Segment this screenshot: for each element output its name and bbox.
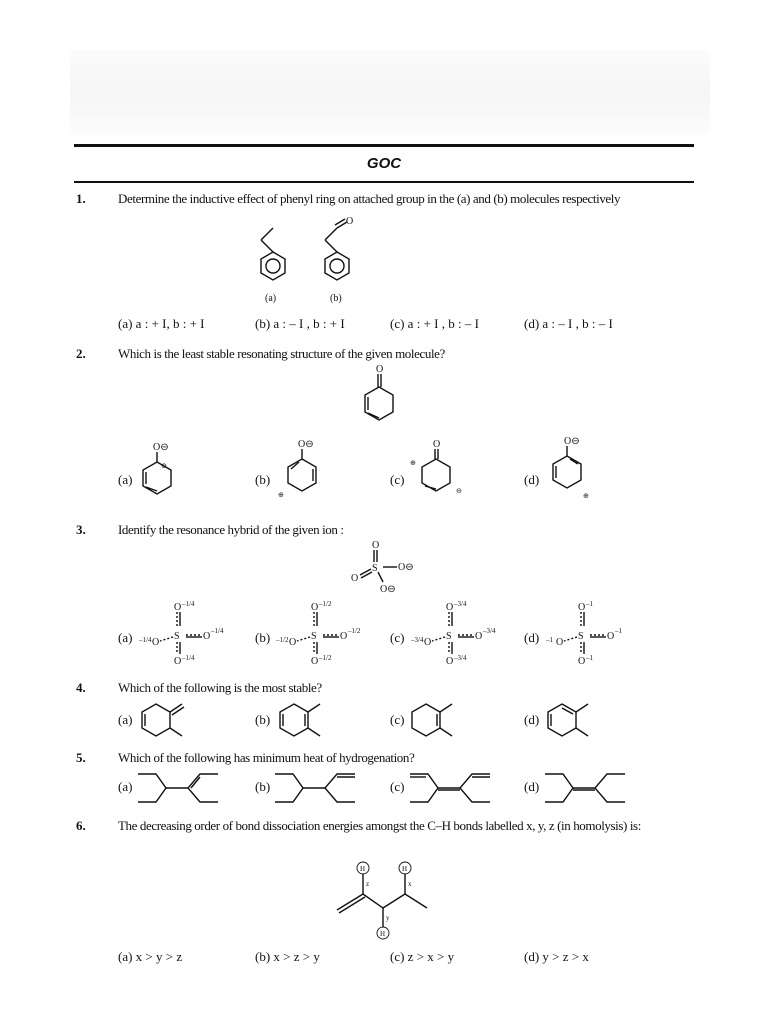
answer-option[interactable]: (b): [255, 472, 271, 487]
dimethylcyclohexadiene-d: [540, 700, 595, 742]
question-number: 5.: [76, 750, 86, 765]
hydrogen-label: H: [360, 865, 366, 873]
sulfite-ion-structure: [345, 538, 425, 598]
alkene-c: [410, 768, 500, 808]
oxygen-atom: O: [578, 656, 586, 667]
answer-option[interactable]: (a): [118, 630, 133, 645]
dimethylcyclohexadiene-b: [272, 700, 327, 742]
figure-label: (b): [330, 293, 342, 304]
oxygen-anion: O⊖: [564, 436, 580, 447]
figure-label: (a): [265, 293, 277, 304]
oxygen-atom: O: [446, 656, 454, 667]
answer-option[interactable]: (d): [524, 712, 540, 727]
oxygen-atom: O: [556, 637, 564, 648]
answer-option[interactable]: (b) x > z > y: [255, 949, 320, 964]
answer-option[interactable]: (c): [390, 712, 405, 727]
ethylbenzene-structure: [261, 228, 285, 280]
partial-charge: –1: [586, 654, 593, 662]
answer-option[interactable]: (d) a : – I , b : – I: [524, 316, 613, 331]
oxygen-atom: O: [346, 216, 354, 227]
oxygen-atom: O: [475, 631, 483, 642]
oxygen-atom: O: [311, 656, 319, 667]
partial-charge: –3/4: [454, 654, 467, 662]
answer-option[interactable]: (a) a : + I, b : + I: [118, 316, 205, 331]
answer-option[interactable]: (c): [390, 472, 405, 487]
oxygen-atom: O: [446, 602, 454, 613]
partial-charge: –1/2: [319, 654, 332, 662]
acetophenone-structure: [325, 216, 353, 280]
oxygen-atom: O: [578, 602, 586, 613]
partial-charge: –1: [586, 600, 593, 608]
hydrogen-label: H: [402, 865, 408, 873]
oxygen-atom: O: [340, 631, 348, 642]
oxygen-anion: O⊖: [398, 562, 414, 573]
answer-option[interactable]: (d): [524, 472, 540, 487]
question-number: 1.: [76, 191, 86, 206]
question-text: Which is the least stable resonating structure of the given molecule?: [118, 346, 445, 361]
oxygen-atom: O: [433, 439, 441, 450]
oxygen-atom: O: [152, 637, 160, 648]
answer-option[interactable]: (c): [390, 779, 405, 794]
resonance-structure-a: [135, 438, 185, 503]
answer-option[interactable]: (b): [255, 630, 271, 645]
answer-option[interactable]: (d): [524, 779, 540, 794]
answer-option[interactable]: (a) x > y > z: [118, 949, 183, 964]
answer-option[interactable]: (b): [255, 779, 271, 794]
sulfur-atom: S: [578, 631, 584, 642]
oxygen-atom: O: [351, 573, 359, 584]
answer-option[interactable]: (c) z > x > y: [390, 949, 455, 964]
hybrid-structure-d: [542, 598, 637, 668]
alkene-b: [275, 768, 365, 808]
partial-charge: –1/2: [276, 636, 289, 644]
oxygen-atom: O: [376, 364, 384, 375]
dimethylcyclohexene-c: [404, 700, 459, 742]
oxygen-atom: O: [174, 656, 182, 667]
bond-label-x: x: [408, 880, 412, 888]
answer-option[interactable]: (c) a : + I , b : – I: [390, 316, 479, 331]
partial-charge: –1/2: [319, 600, 332, 608]
title-rule: [74, 181, 694, 183]
oxygen-anion: O⊖: [298, 439, 314, 450]
alkene-d: [545, 768, 635, 808]
partial-charge: –1/4: [182, 600, 195, 608]
answer-option[interactable]: (d) y > z > x: [524, 949, 589, 964]
q1-structures: [245, 215, 365, 290]
answer-option[interactable]: (b) a : – I , b : + I: [255, 316, 345, 331]
hydrogen-label: H: [380, 930, 386, 938]
partial-charge: –3/4: [454, 600, 467, 608]
partial-charge: –3/4: [411, 636, 424, 644]
oxygen-atom: O: [174, 602, 182, 613]
question-number: 4.: [76, 680, 86, 695]
answer-option[interactable]: (a): [118, 779, 133, 794]
alkene-a: [138, 768, 228, 808]
cation-charge: ⊕: [278, 491, 284, 499]
top-rule: [74, 144, 694, 147]
resonance-structure-d: [545, 432, 605, 504]
partial-charge: –1/4: [139, 636, 152, 644]
question-number: 6.: [76, 818, 86, 833]
question-text: Identify the resonance hybrid of the given ion :: [118, 522, 344, 537]
cation-charge: ⊕: [161, 462, 167, 470]
sulfur-atom: S: [311, 631, 317, 642]
question-text: Determine the inductive effect of phenyl ring on attached group in the (a) and (b) molecules respectively: [118, 191, 621, 206]
resonance-structure-c: [408, 435, 468, 505]
oxygen-anion: O⊖: [380, 584, 396, 595]
hybrid-structure-b: [275, 598, 370, 668]
question-text: Which of the following has minimum heat of hydrogenation?: [118, 750, 415, 765]
page-title: GOC: [366, 155, 402, 172]
oxygen-atom: O: [372, 540, 380, 551]
bond-label-y: y: [386, 914, 390, 922]
oxygen-atom: O: [203, 631, 211, 642]
answer-option[interactable]: (a): [118, 712, 133, 727]
hybrid-structure-a: [138, 598, 233, 668]
oxygen-atom: O: [607, 631, 615, 642]
resonance-structure-b: [272, 435, 322, 505]
sulfur-atom: S: [174, 631, 180, 642]
header-blur: [70, 50, 710, 135]
answer-option[interactable]: (d): [524, 630, 540, 645]
oxygen-atom: O: [311, 602, 319, 613]
oxygen-atom: O: [424, 637, 432, 648]
partial-charge: –1: [546, 636, 553, 644]
cation-charge: ⊕: [410, 459, 416, 467]
oxygen-anion: O⊖: [153, 442, 169, 453]
sulfur-atom: S: [446, 631, 452, 642]
answer-option[interactable]: (c): [390, 630, 405, 645]
partial-charge: –1: [615, 627, 622, 635]
methylene-cyclohexene-a: [134, 700, 189, 742]
bond-label-z: z: [366, 880, 370, 888]
bond-energy-structure: [335, 858, 445, 943]
partial-charge: –1/2: [348, 627, 361, 635]
anion-charge: ⊖: [456, 487, 462, 495]
cation-charge: ⊕: [583, 492, 589, 500]
sulfur-atom: S: [372, 563, 378, 574]
partial-charge: –1/4: [182, 654, 195, 662]
question-text: Which of the following is the most stable?: [118, 680, 322, 695]
question-number: 3.: [76, 522, 86, 537]
cyclohexadienone-structure: [355, 362, 405, 432]
answer-option[interactable]: (b): [255, 712, 271, 727]
question-number: 2.: [76, 346, 86, 361]
answer-option[interactable]: (a): [118, 472, 133, 487]
partial-charge: –3/4: [483, 627, 496, 635]
hybrid-structure-c: [410, 598, 505, 668]
partial-charge: –1/4: [211, 627, 224, 635]
question-text: The decreasing order of bond dissociation energies amongst the C–H bonds labelled x, y, z (in homolysis) is:: [118, 818, 641, 833]
oxygen-atom: O: [289, 637, 297, 648]
